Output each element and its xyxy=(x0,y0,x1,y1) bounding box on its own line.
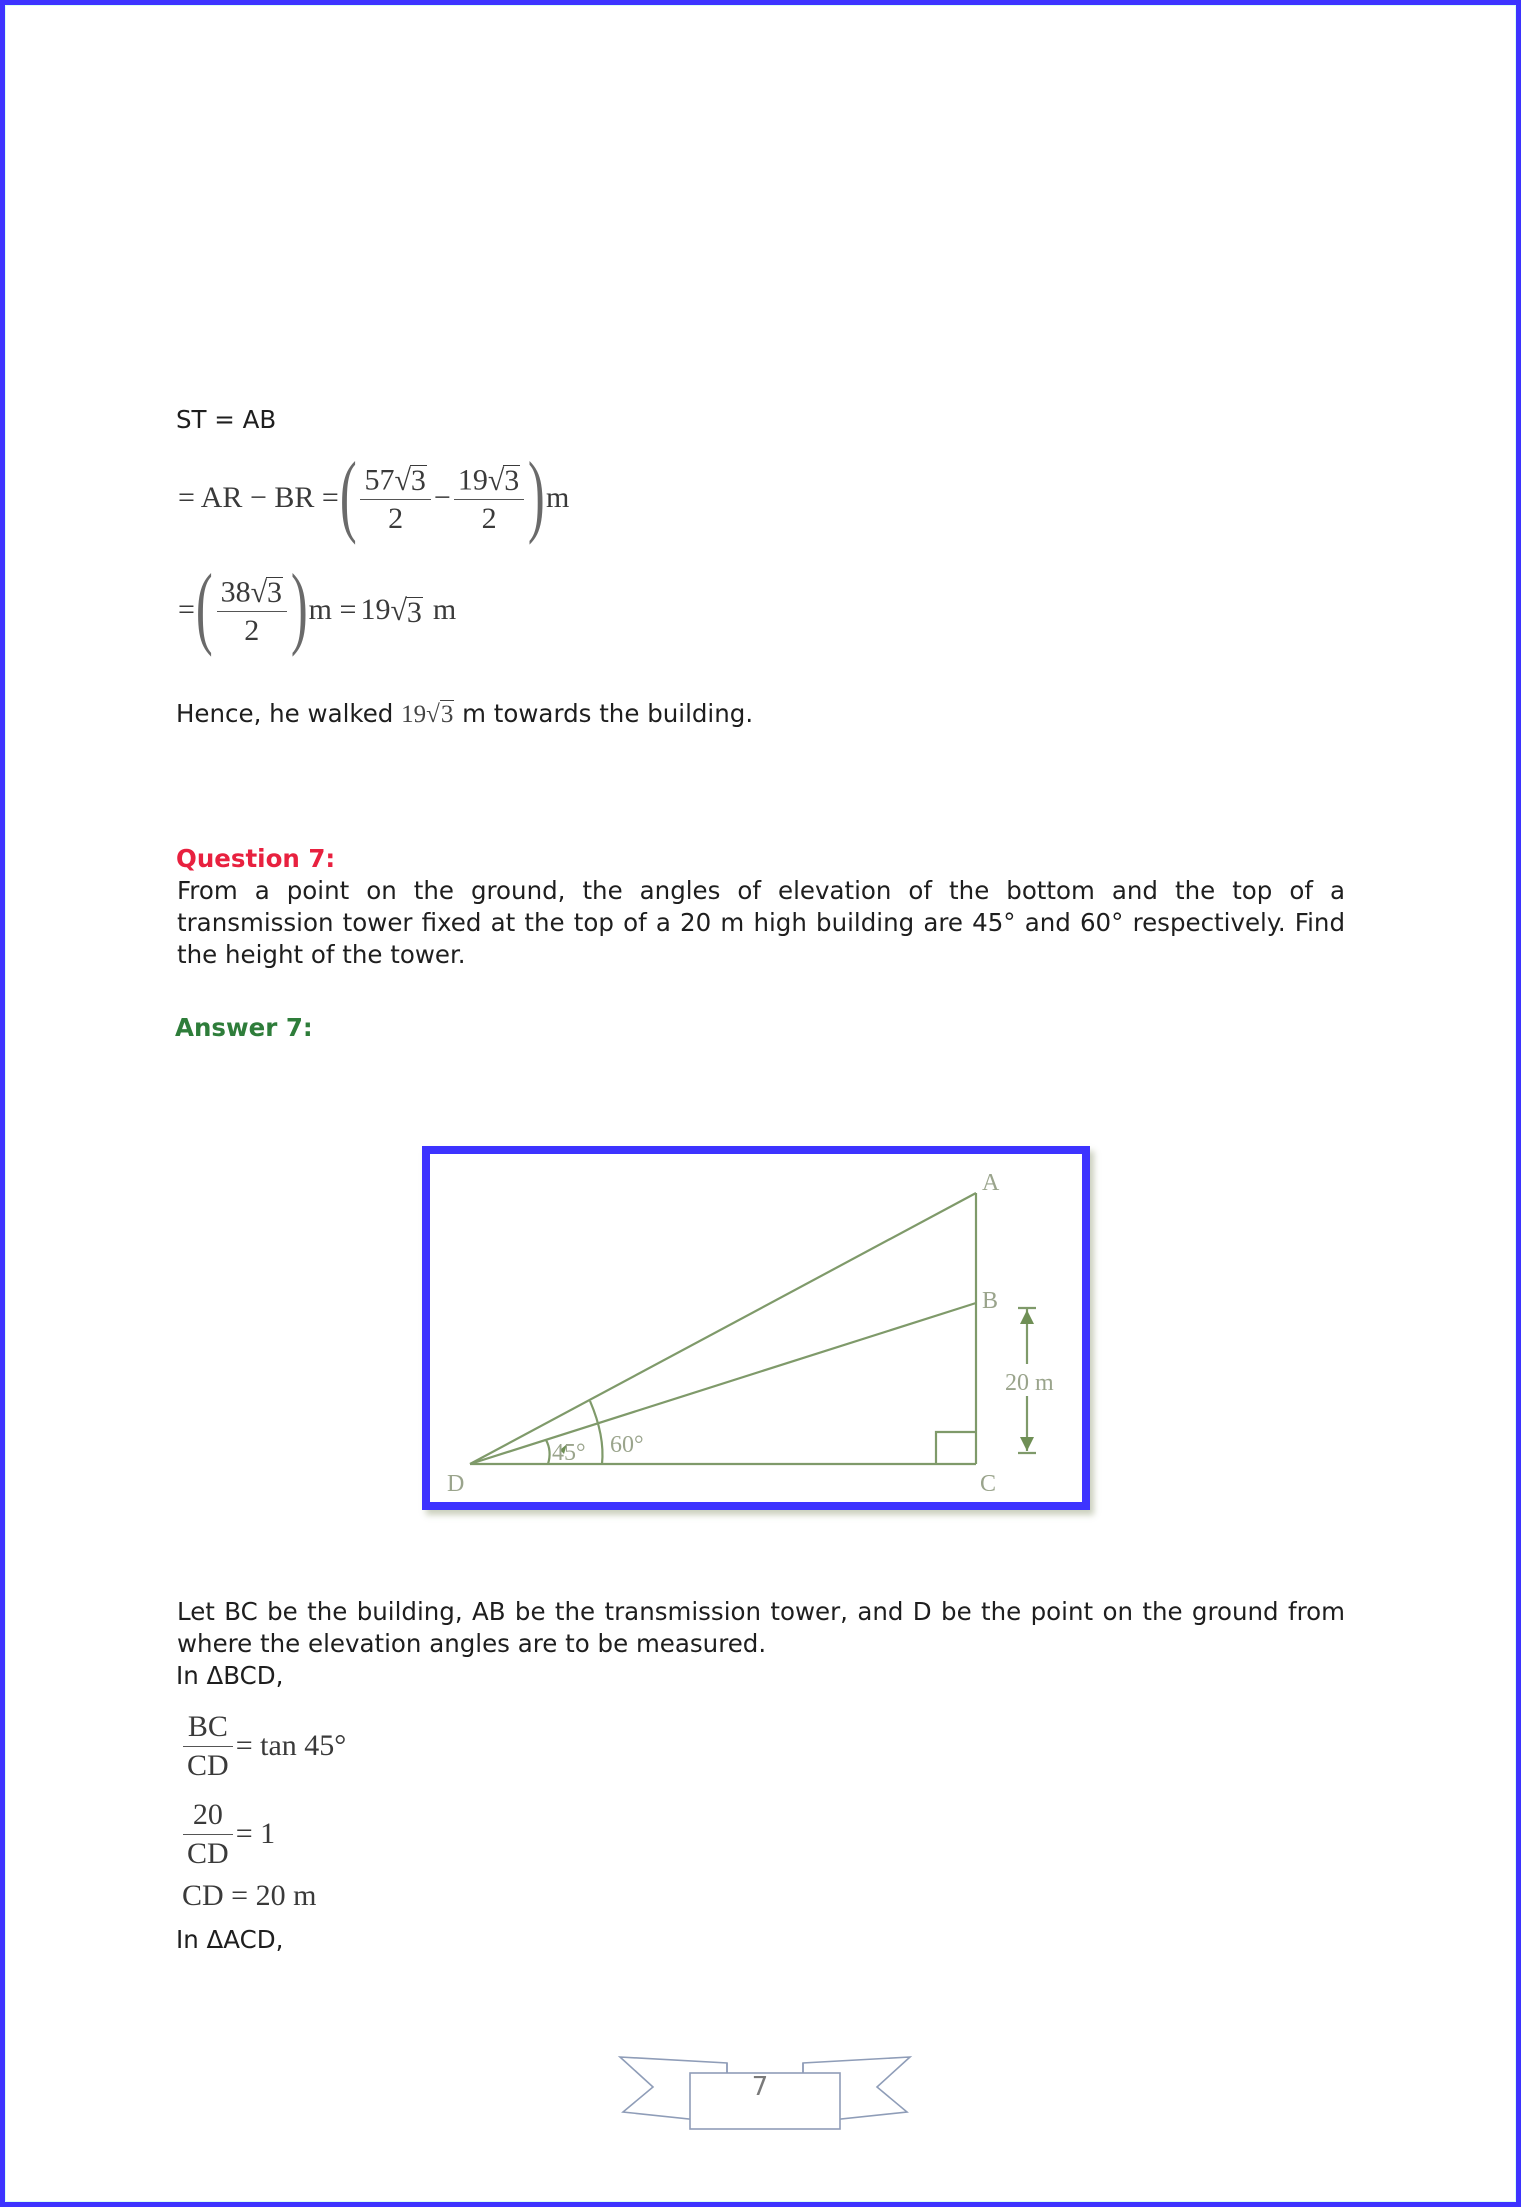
sqrt-symbol: √ 3 xyxy=(250,575,283,610)
step-20-over-cd xyxy=(180,1790,275,1878)
eq2-result-coef: 19 xyxy=(360,593,391,626)
conclusion-radicand: 3 xyxy=(440,701,454,728)
eq1-lhs: = AR − BR = xyxy=(178,481,339,514)
step2-denominator: CD xyxy=(183,1834,233,1870)
conclusion-text xyxy=(176,698,753,731)
left-paren: ( xyxy=(339,443,357,545)
label-d: D xyxy=(447,1471,465,1497)
equation-ar-minus-br xyxy=(178,443,570,548)
right-angle-marker xyxy=(936,1432,976,1464)
frac2-numerator-coef: 19 xyxy=(457,463,488,497)
conclusion-coef: 19 xyxy=(401,701,427,728)
explanation-text: Let BC be the building, AB be the transmission tower, and D be the point on the ground from where the elevation angles are to be measured. xyxy=(177,1597,1345,1658)
fraction-20-over-cd xyxy=(183,1799,233,1869)
right-paren: ) xyxy=(290,555,308,657)
question-heading: Question 7: xyxy=(176,844,336,873)
conclusion-suffix: m towards the building. xyxy=(454,699,754,728)
frac2-denominator: 2 xyxy=(454,499,524,535)
in-triangle-bcd: In ΔBCD, xyxy=(176,1661,284,1690)
arrow-up-icon xyxy=(1020,1310,1034,1324)
frac-radicand: 3 xyxy=(267,576,283,610)
step1-rhs: = tan 45° xyxy=(235,1729,347,1762)
sqrt-symbol: √ 3 xyxy=(390,593,422,629)
frac-numerator-coef: 38 xyxy=(220,575,251,609)
frac-denominator: 2 xyxy=(217,611,287,647)
eq1-unit: m xyxy=(545,481,570,514)
conclusion-prefix: Hence, he walked xyxy=(176,699,402,728)
step-cd-equals-20m: CD = 20 m xyxy=(182,1879,317,1912)
eq2-mid: m = xyxy=(308,593,357,626)
label-height-20m: 20 m xyxy=(1005,1370,1054,1396)
step2-rhs: = 1 xyxy=(235,1817,276,1850)
eq2-result-radicand: 3 xyxy=(406,595,422,629)
step-bc-over-cd xyxy=(180,1702,346,1790)
sqrt-symbol: √ 3 xyxy=(394,463,426,498)
answer-heading: Answer 7: xyxy=(175,1013,313,1042)
step1-numerator: BC xyxy=(187,1710,228,1743)
question-text: From a point on the ground, the angles of elevation of the bottom and the top of a transmission tower fixed at the top of a 20 m high building are 45° and 60° respectively. Find the height of the tower. xyxy=(177,876,1345,969)
frac1-radicand: 3 xyxy=(410,464,426,498)
st-equals-ab: ST = AB xyxy=(176,405,277,434)
left-paren: ( xyxy=(195,555,213,657)
label-b: B xyxy=(982,1288,999,1314)
eq1-minus: − xyxy=(433,481,451,514)
arc-45 xyxy=(546,1440,550,1464)
fraction-bc-over-cd xyxy=(183,1711,233,1781)
eq2-lhs: = xyxy=(178,593,195,626)
fraction-38-root3-over-2 xyxy=(217,573,287,647)
step1-denominator: CD xyxy=(183,1746,233,1782)
line-db xyxy=(470,1303,976,1464)
triangle-diagram xyxy=(422,1146,1090,1510)
in-triangle-acd: In ΔACD, xyxy=(176,1925,284,1954)
frac1-numerator-coef: 57 xyxy=(364,463,395,497)
label-angle-45: 45° xyxy=(552,1440,586,1466)
right-paren: ) xyxy=(528,443,546,545)
label-angle-60: 60° xyxy=(610,1432,644,1458)
equation-38-root3-over-2 xyxy=(178,555,457,660)
eq2-unit: m xyxy=(432,593,457,626)
step2-numerator: 20 xyxy=(192,1798,223,1831)
line-da xyxy=(470,1193,976,1464)
arc-60 xyxy=(590,1401,603,1464)
label-c: C xyxy=(980,1471,997,1497)
inline-19-root3: 19√3 xyxy=(401,701,454,728)
page-number: 7 xyxy=(751,2072,769,2102)
label-a: A xyxy=(982,1170,1000,1196)
sqrt-symbol: √ 3 xyxy=(487,463,520,498)
frac1-denominator: 2 xyxy=(360,499,430,535)
frac2-radicand: 3 xyxy=(504,464,520,498)
fraction-19-root3-over-2 xyxy=(454,461,524,535)
fraction-57-root3-over-2 xyxy=(360,461,430,535)
arrow-down-icon xyxy=(1020,1437,1034,1451)
